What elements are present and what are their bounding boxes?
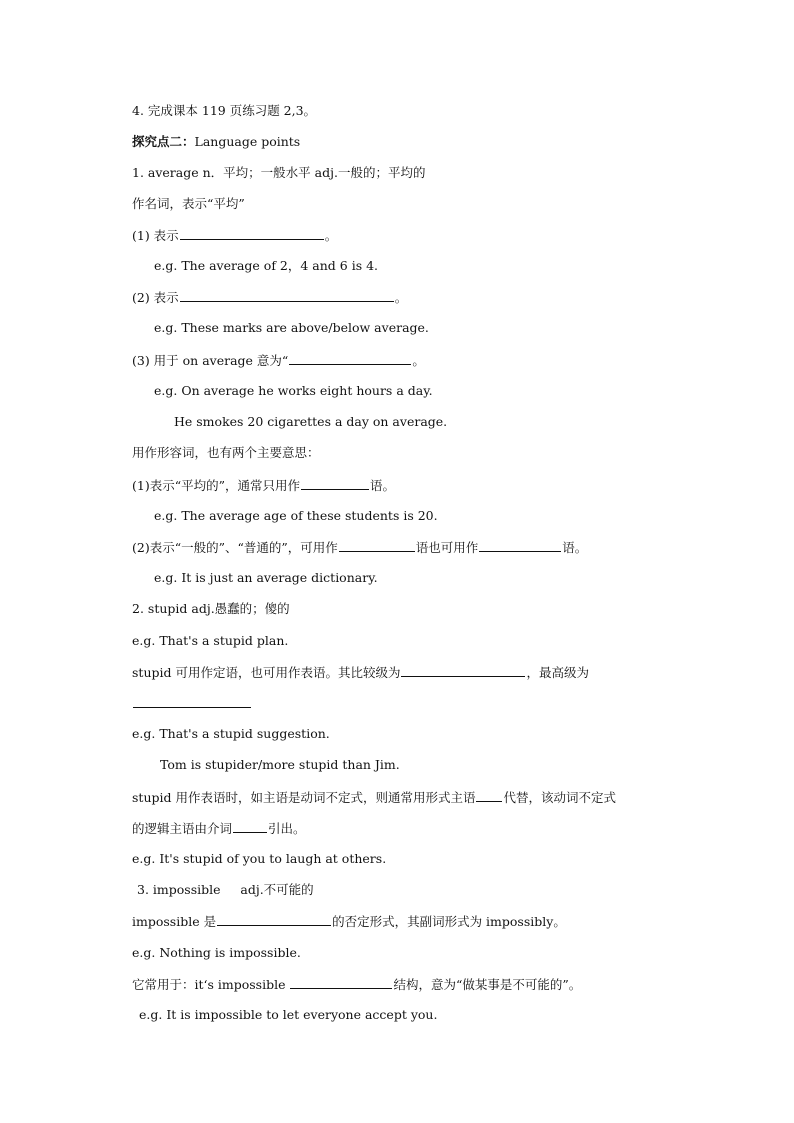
- word-stupid-heading: [132, 601, 290, 617]
- adj-usage-1-label: (1)表示“平均的”，通常只用作: [132, 478, 300, 493]
- word-average-text: 1. average n．平均；一般水平 adj.一般的；平均的: [132, 165, 426, 180]
- word-stupid-text: 2. stupid adj.愚蠢的；傻的: [132, 601, 290, 616]
- example-line: [132, 633, 288, 649]
- blank-field: [180, 227, 324, 240]
- noun-usage-line: [132, 196, 245, 212]
- section-heading: [132, 134, 300, 150]
- structure-label: 它常用于：it‘s impossible: [132, 977, 290, 992]
- blank-field: [217, 913, 331, 926]
- usage-3-label: (3) 用于 on average 意为“: [132, 353, 289, 368]
- example-text: e.g. It is just an average dictionary.: [154, 570, 378, 585]
- usage-1-line: [132, 227, 337, 244]
- adj-usage-2-line: [132, 539, 587, 556]
- adjective-usage-text: 用作形容词，也有两个主要意思：: [132, 445, 320, 460]
- blank-field: [401, 664, 525, 677]
- blank-line: [132, 695, 252, 712]
- negative-text-tail: 的否定形式，其副词形式为 impossibly。: [332, 914, 566, 929]
- example-line: [154, 570, 378, 586]
- punct: 。: [412, 353, 425, 368]
- example-text: e.g. It is impossible to let everyone accept you.: [139, 1007, 438, 1022]
- adjective-usage-line: [132, 445, 320, 461]
- example-text: e.g. It's stupid of you to laugh at others.: [132, 851, 387, 866]
- example-line: [154, 383, 433, 399]
- blank-field: [479, 539, 561, 552]
- section-label: 探究点二：: [132, 134, 195, 149]
- example-line: [139, 1007, 437, 1023]
- predicative-text: stupid 用作表语时，如主语是动词不定式，则通常用形式主语: [132, 790, 476, 805]
- adj-usage-1-line: [132, 477, 395, 494]
- negative-label: impossible 是: [132, 914, 217, 929]
- task-text: 4. 完成课本 119 页练习题 2,3。: [132, 103, 317, 118]
- task-line: [132, 103, 316, 119]
- blank-field: [233, 820, 267, 833]
- impossible-structure-line: [132, 976, 581, 993]
- example-text: He smokes 20 cigarettes a day on average.: [174, 414, 448, 429]
- usage-2-line: [132, 289, 407, 306]
- example-line: [160, 757, 400, 773]
- suffix: 引出。: [268, 821, 306, 836]
- stupid-comparison-line: [132, 664, 589, 681]
- noun-usage-text: 作名词，表示“平均”: [132, 196, 245, 211]
- blank-field: [290, 976, 392, 989]
- comparison-label: stupid 可用作定语，也可用作表语。其比较级为: [132, 665, 401, 680]
- structure-text-tail: 结构，意为“做某事是不可能的”。: [393, 977, 582, 992]
- punct: 。: [394, 290, 408, 305]
- example-line: [154, 508, 438, 524]
- mid-text: 语也可用作: [415, 540, 479, 555]
- impossible-negative-line: [132, 913, 566, 930]
- punct: 。: [324, 228, 338, 243]
- example-text: e.g. These marks are above/below average.: [154, 320, 429, 335]
- usage-3-line: [132, 352, 425, 369]
- blank-field: [476, 789, 502, 802]
- example-line: [154, 320, 429, 336]
- adj-usage-2-label: (2)表示“一般的”、“普通的”，可用作: [132, 540, 338, 555]
- example-text: e.g. On average he works eight hours a day.: [154, 383, 433, 398]
- superlative-label: ，最高级为: [526, 665, 589, 680]
- word-average-heading: [132, 165, 425, 181]
- predicative-text-tail: 代替，该动词不定式: [503, 790, 616, 805]
- example-text: Tom is stupider/more stupid than Jim.: [160, 757, 400, 772]
- blank-field: [301, 477, 369, 490]
- blank-field: [180, 289, 394, 302]
- example-line: [132, 851, 386, 867]
- logical-subject-text: 的逻辑主语由介词: [132, 821, 233, 836]
- suffix: 语。: [370, 478, 396, 493]
- example-line: [174, 414, 447, 430]
- blank-field: [339, 539, 415, 552]
- usage-1-label: (1) 表示: [132, 228, 179, 243]
- example-text: e.g. That's a stupid suggestion.: [132, 726, 330, 741]
- section-title: Language points: [194, 134, 301, 149]
- example-line: [154, 258, 378, 274]
- example-line: [132, 945, 301, 961]
- example-line: [132, 726, 330, 742]
- stupid-predicative-line: [132, 789, 616, 806]
- word-impossible-heading: [137, 882, 314, 898]
- example-text: e.g. The average of 2，4 and 6 is 4.: [154, 258, 379, 273]
- example-text: e.g. Nothing is impossible.: [132, 945, 301, 960]
- blank-field: [289, 352, 411, 365]
- usage-2-label: (2) 表示: [132, 290, 179, 305]
- suffix: 语。: [562, 540, 588, 555]
- blank-field: [133, 695, 251, 708]
- word-impossible-text: 3. impossible adj.不可能的: [137, 882, 314, 897]
- example-text: e.g. The average age of these students is 20.: [154, 508, 438, 523]
- example-text: e.g. That's a stupid plan.: [132, 633, 289, 648]
- logical-subject-line: [132, 820, 306, 837]
